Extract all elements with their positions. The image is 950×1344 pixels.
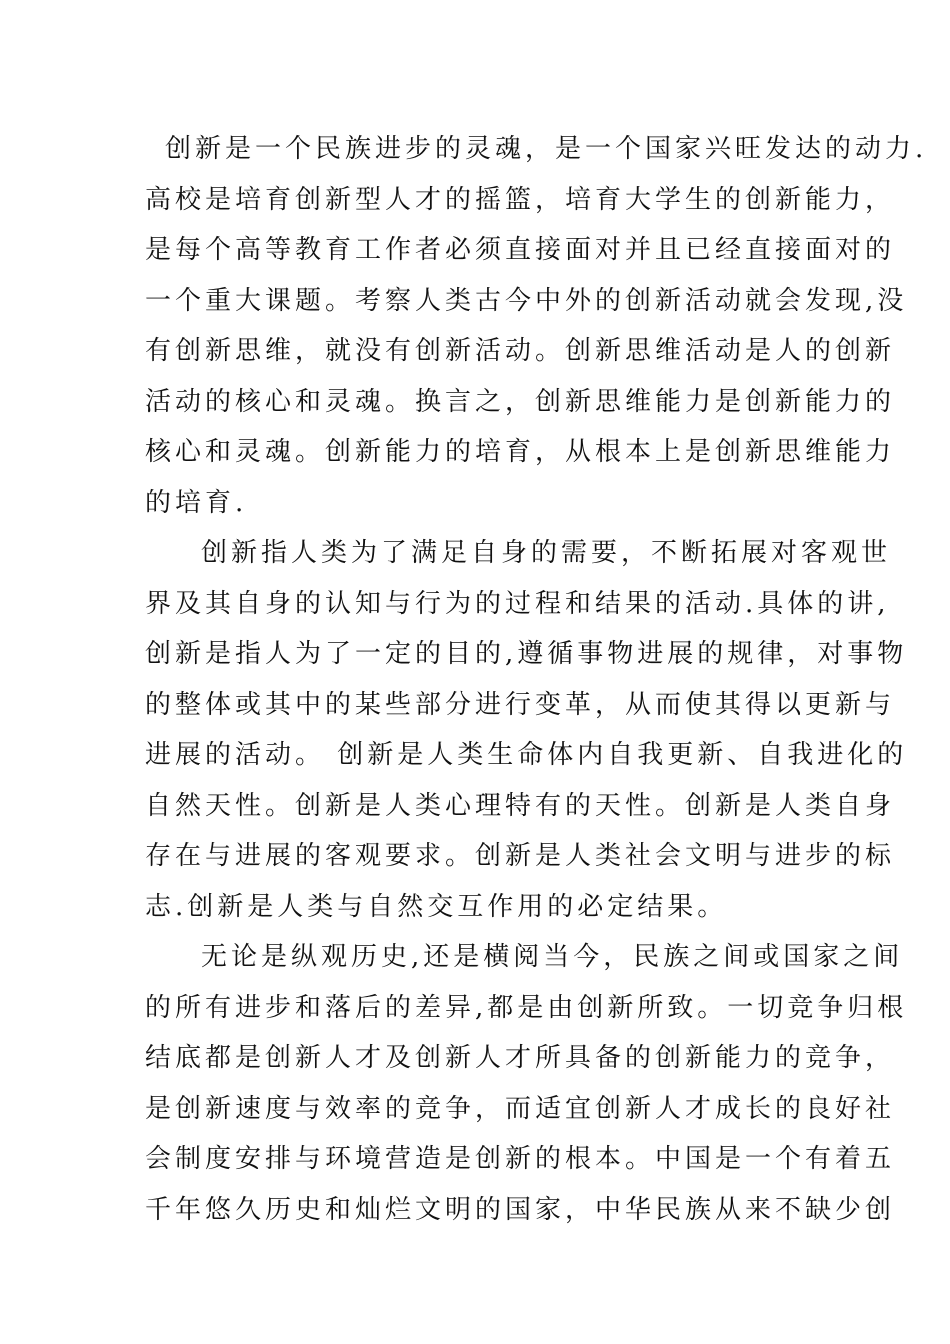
text-line: 一个重大课题。考察人类古今中外的创新活动就会发现,没: [145, 285, 908, 316]
text-line: 是创新速度与效率的竞争，而适宜创新人才成长的良好社: [145, 1093, 896, 1124]
text-line: 界及其自身的认知与行为的过程和结果的活动.具体的讲,: [145, 588, 890, 619]
text-line: 志.创新是人类与自然交互作用的必定结果。: [145, 891, 728, 922]
text-line: 创新指人类为了满足自身的需要，不断拓展对客观世: [201, 538, 892, 568]
text-line: 结底都是创新人才及创新人才所具备的创新能力的竞争，: [145, 1043, 896, 1073]
text-line: 高校是培育创新型人才的摇篮，培育大学生的创新能力，: [145, 184, 896, 215]
text-line: 是每个高等教育工作者必须直接面对并且已经直接面对的: [145, 235, 896, 265]
text-line: 的所有进步和落后的差异,都是由创新所致。一切竞争归根: [145, 992, 908, 1023]
text-line: 无论是纵观历史,还是横阅当今，民族之间或国家之间: [201, 942, 904, 972]
text-line: 自然天性。创新是人类心理特有的天性。创新是人类自身: [145, 790, 896, 821]
text-line: 存在与进展的客观要求。创新是人类社会文明与进步的标: [145, 841, 896, 871]
text-line: 的培育.: [145, 487, 248, 518]
text-line: 千年悠久历史和灿烂文明的国家，中华民族从来不缺少创: [145, 1194, 896, 1225]
document-body: [145, 124, 928, 1235]
text-line: 创新是一个民族进步的灵魂，是一个国家兴旺发达的动力.: [165, 134, 928, 164]
text-line: 活动的核心和灵魂。换言之，创新思维能力是创新能力的: [145, 386, 896, 417]
text-line: 进展的活动。 创新是人类生命体内自我更新、自我进化的: [145, 740, 908, 770]
text-line: 核心和灵魂。创新能力的培育，从根本上是创新思维能力: [145, 437, 896, 467]
text-line: 会制度安排与环境营造是创新的根本。中国是一个有着五: [145, 1144, 896, 1174]
text-line: 创新是指人为了一定的目的,遵循事物进展的规律，对事物: [145, 639, 908, 669]
text-line: 有创新思维，就没有创新活动。创新思维活动是人的创新: [145, 336, 896, 366]
text-line: 的整体或其中的某些部分进行变革，从而使其得以更新与: [145, 689, 896, 720]
